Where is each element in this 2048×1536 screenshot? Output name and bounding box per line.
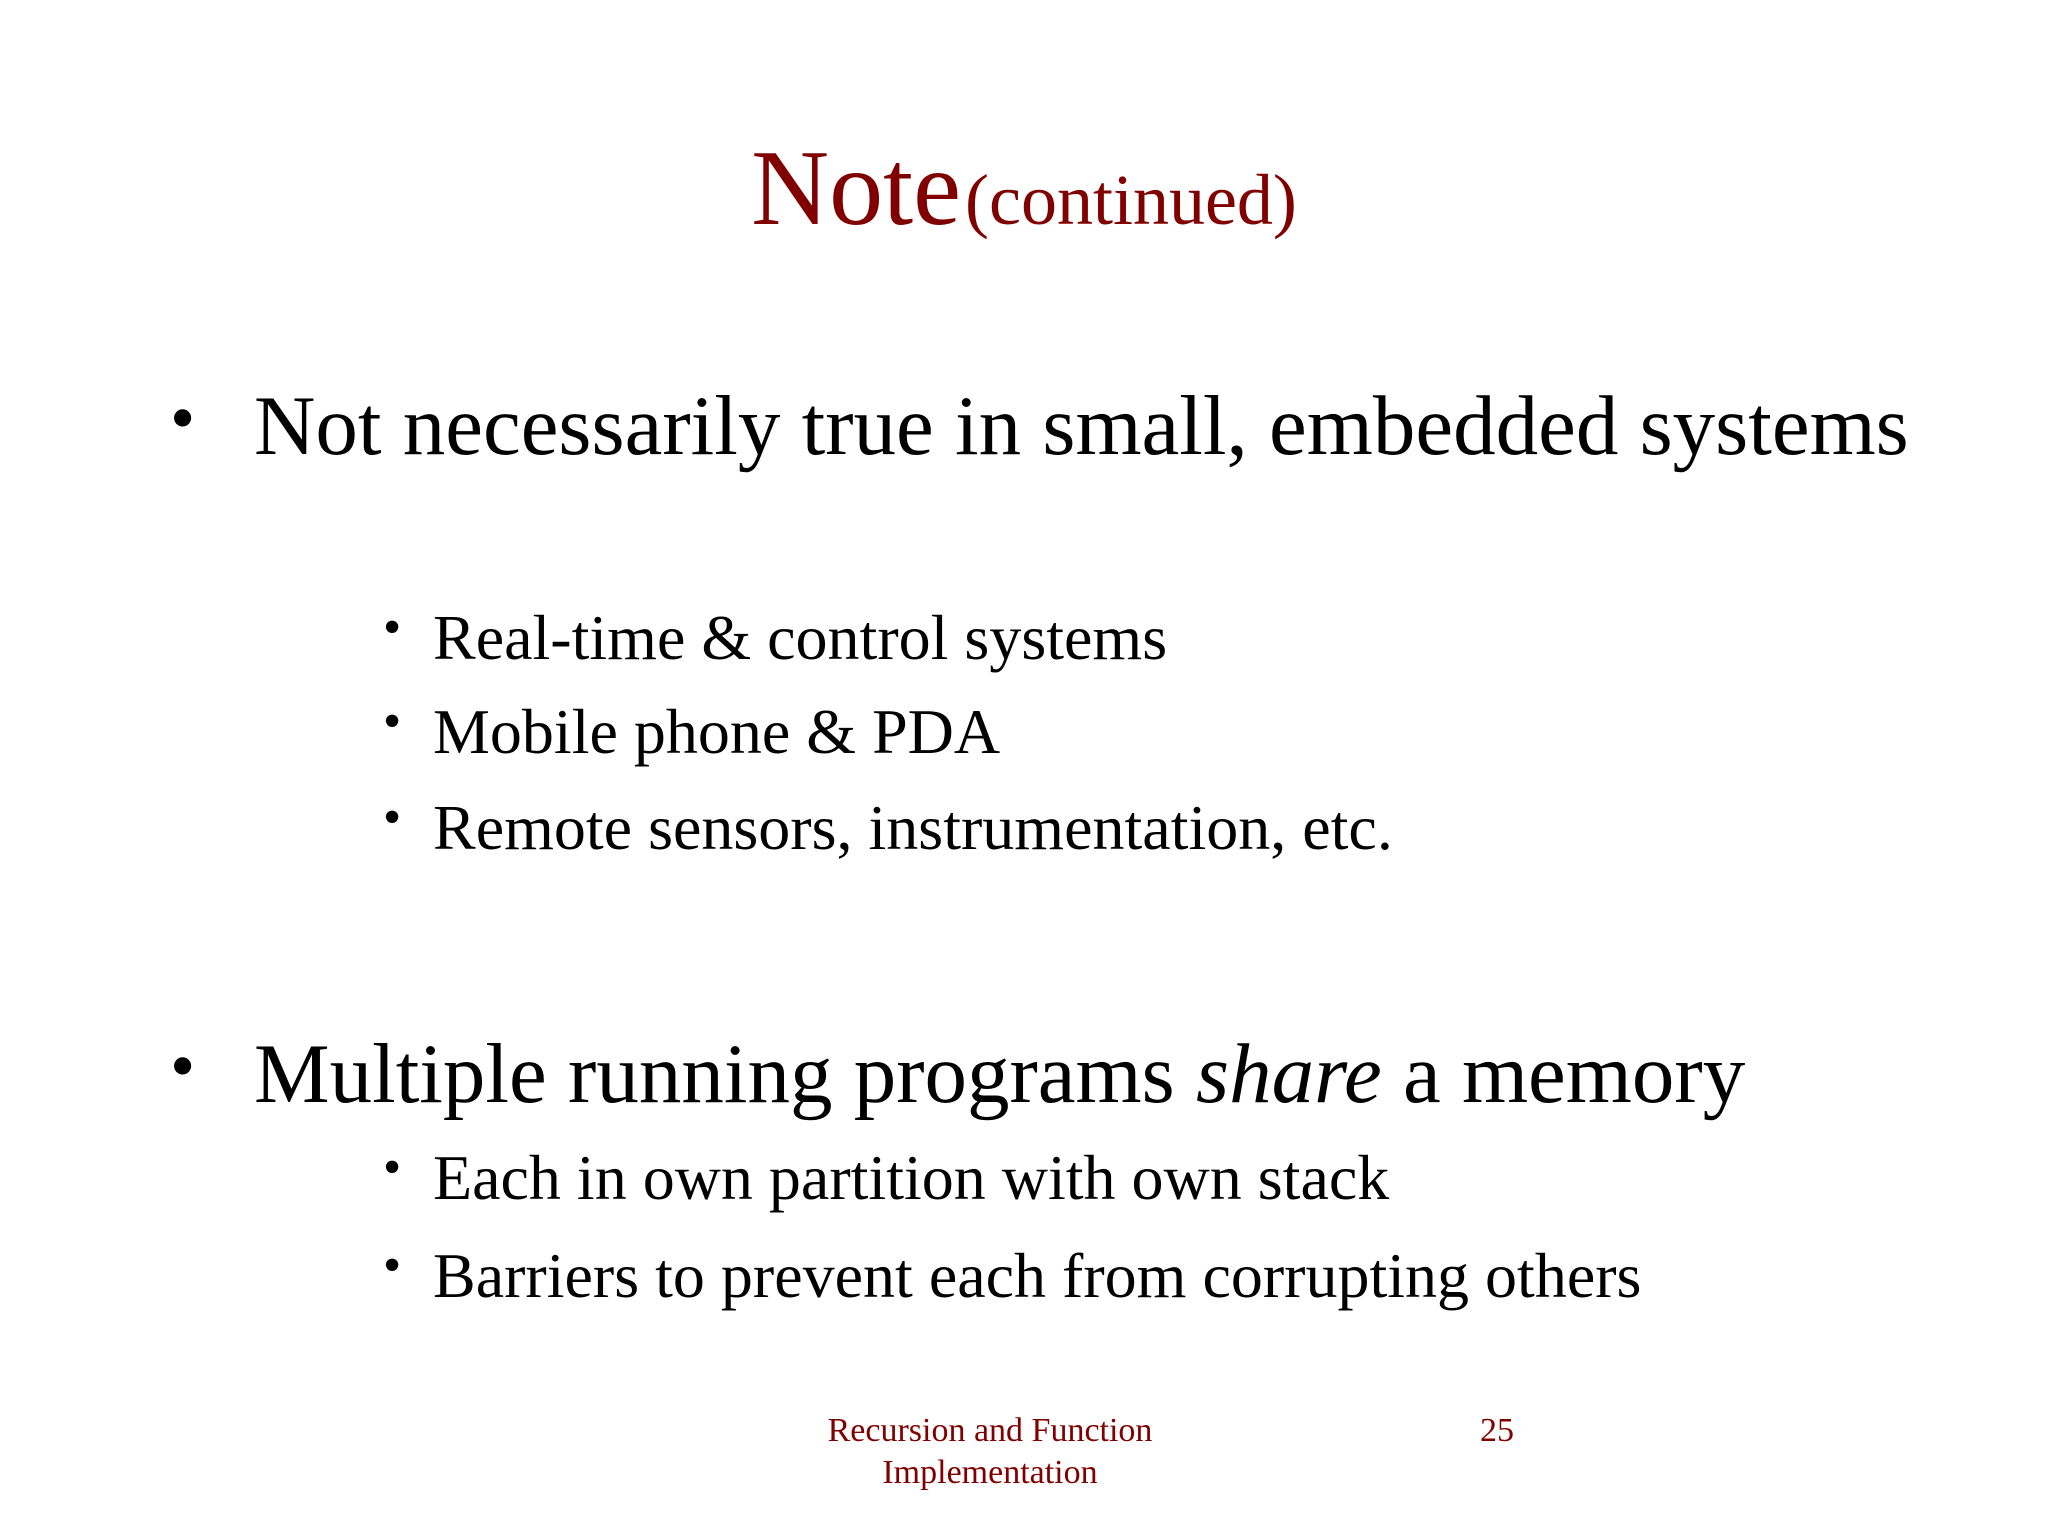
sub-bullet-dot: • xyxy=(383,789,402,846)
bullet-2-text-before: Multiple running programs xyxy=(254,1027,1196,1121)
sub-bullet-1-2 xyxy=(383,692,1983,772)
footer-title-line-1: Recursion and Function xyxy=(827,1412,1153,1449)
bullet-dot: • xyxy=(170,1026,196,1106)
bullet-2 xyxy=(170,1018,1950,1130)
bullet-2-text-after: a memory xyxy=(1381,1027,1746,1121)
bullet-1-text: Not necessarily true in small, embedded systems xyxy=(254,379,1909,473)
slide-title-sub: (continued) xyxy=(965,160,1297,240)
bullet-dot: • xyxy=(170,378,196,458)
slide-title xyxy=(0,129,2048,248)
page-number: 25 xyxy=(1480,1412,1514,1449)
sub-bullet-2-2 xyxy=(383,1236,1983,1316)
bullet-2-text xyxy=(254,1018,1950,1130)
sub-bullet-dot: • xyxy=(383,1237,402,1294)
sub-bullet-1-2-text: Mobile phone & PDA xyxy=(433,696,1001,767)
sub-bullet-1-3 xyxy=(383,788,1983,868)
sub-bullet-1-1-text: Real-time & control systems xyxy=(433,602,1168,673)
sub-bullet-1-1 xyxy=(383,598,1983,678)
sub-bullet-2-2-text: Barriers to prevent each from corrupting others xyxy=(433,1240,1642,1311)
sub-bullet-dot: • xyxy=(383,599,402,656)
sub-bullet-dot: • xyxy=(383,1139,402,1196)
bullet-1 xyxy=(170,370,1950,482)
footer-title xyxy=(790,1410,1190,1494)
sub-bullet-dot: • xyxy=(383,693,402,750)
sub-bullet-1-3-text: Remote sensors, instrumentation, etc. xyxy=(433,792,1393,863)
sub-bullet-2-1-text: Each in own partition with own stack xyxy=(433,1142,1390,1213)
footer-title-line-2: Implementation xyxy=(882,1454,1098,1491)
sub-bullet-2-1 xyxy=(383,1138,1983,1218)
bullet-2-text-emphasis: share xyxy=(1195,1027,1382,1121)
slide-title-main: Note xyxy=(751,129,962,248)
